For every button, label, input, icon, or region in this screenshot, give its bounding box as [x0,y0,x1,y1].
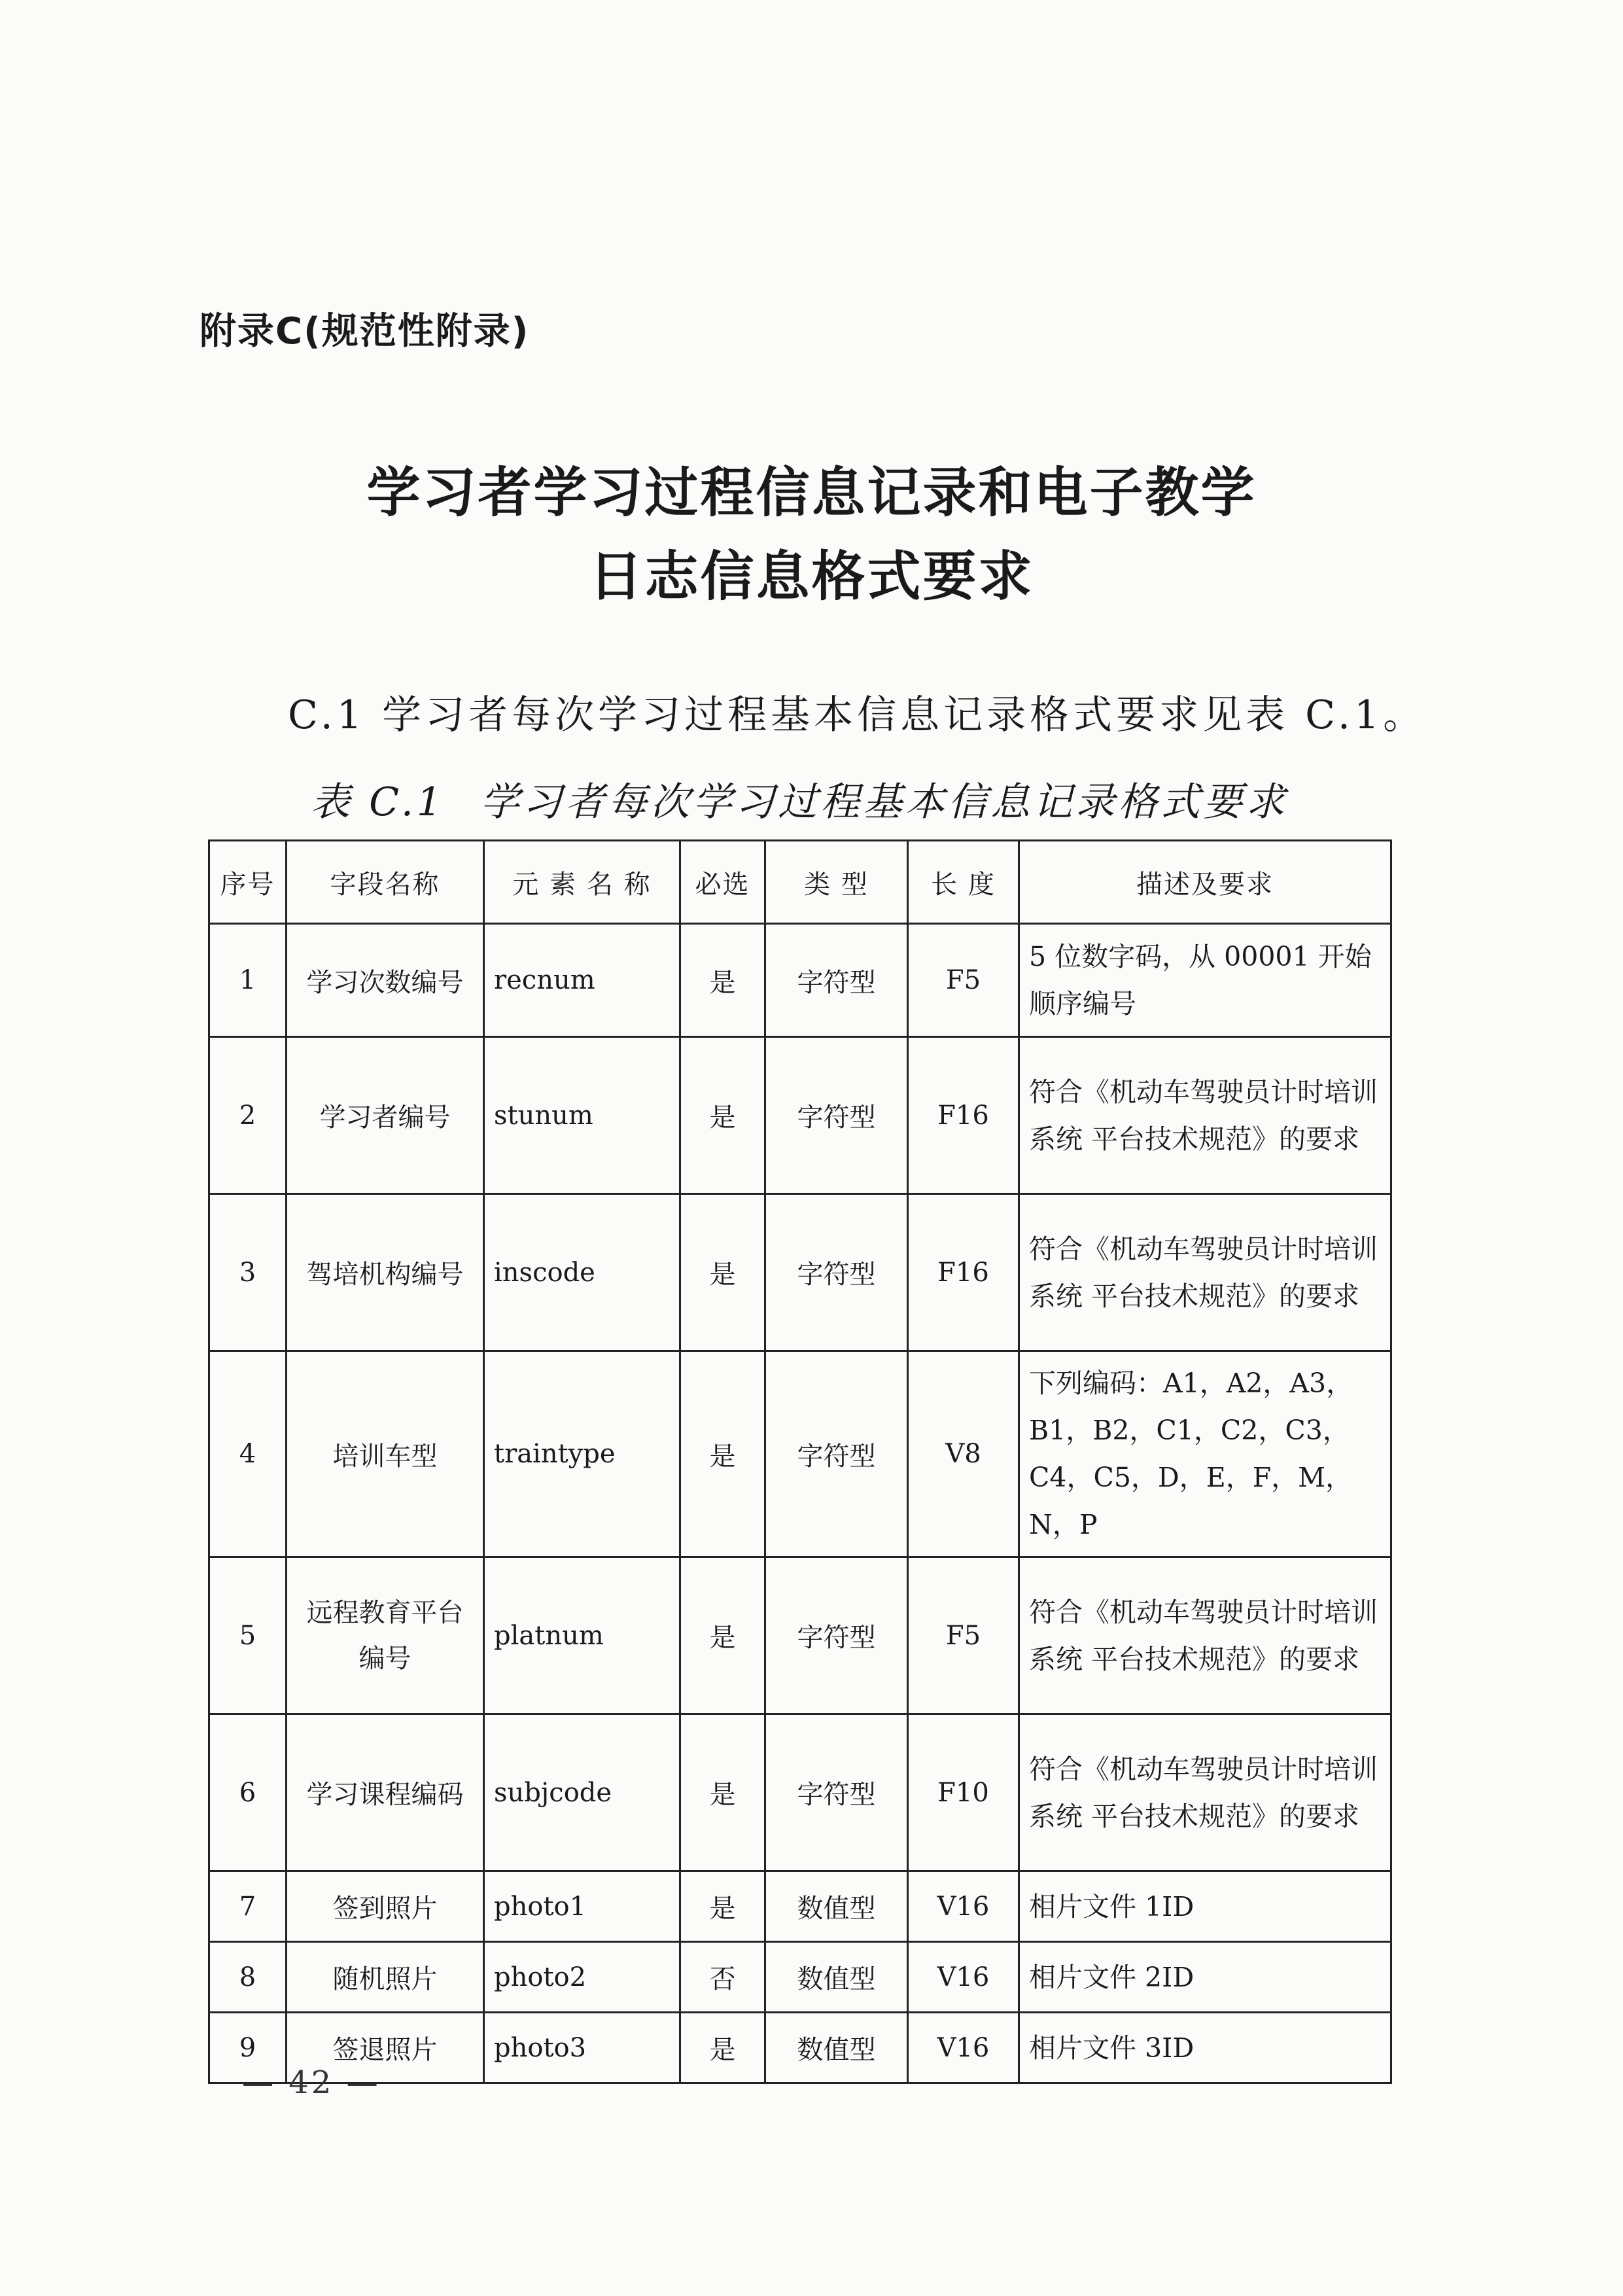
cell-length: V16 [908,2013,1019,2083]
cell-required: 是 [680,1194,765,1351]
cell-desc: 下列编码：A1，A2，A3，B1，B2，C1，C2，C3，C4，C5，D，E，F，M，N，P [1019,1351,1391,1557]
cell-no: 8 [209,1942,287,2013]
cell-length: V16 [908,1871,1019,1942]
cell-required: 是 [680,1557,765,1714]
cell-type: 数值型 [765,2013,908,2083]
cell-required: 是 [680,1714,765,1871]
cell-length: V8 [908,1351,1019,1557]
cell-field: 签退照片 [287,2013,484,2083]
table-header-row [209,841,1391,924]
cell-length: F16 [908,1194,1019,1351]
table-caption [311,771,1288,827]
table-row [209,1871,1391,1942]
cell-no: 6 [209,1714,287,1871]
cell-desc: 相片文件 2ID [1019,1942,1391,2013]
cell-field: 学习课程编码 [287,1714,484,1871]
cell-field: 学习次数编号 [287,924,484,1037]
cell-length: F5 [908,924,1019,1037]
page-title-line-2: 日志信息格式要求 [589,546,1034,608]
cell-field: 培训车型 [287,1351,484,1557]
cell-required: 是 [680,924,765,1037]
cell-required: 否 [680,1942,765,2013]
cell-type: 字符型 [765,1351,908,1557]
cell-field: 学习者编号 [287,1037,484,1194]
cell-type: 数值型 [765,1871,908,1942]
cell-field: 随机照片 [287,1942,484,2013]
cell-type: 字符型 [765,924,908,1037]
cell-element: inscode [484,1194,680,1351]
page-title [0,451,1623,619]
cell-element: photo2 [484,1942,680,2013]
cell-required: 是 [680,1871,765,1942]
cell-no: 1 [209,924,287,1037]
cell-desc: 符合《机动车驾驶员计时培训系统 平台技术规范》的要求 [1019,1557,1391,1714]
page-number: — 42 — [242,2064,381,2101]
cell-no: 9 [209,2013,287,2083]
table-row [209,1714,1391,1871]
page-title-line-1: 学习者学习过程信息记录和电子教学 [366,462,1257,524]
table-row [209,1557,1391,1714]
cell-required: 是 [680,2013,765,2083]
cell-no: 2 [209,1037,287,1194]
header-cell: 字段名称 [287,841,484,924]
cell-element: stunum [484,1037,680,1194]
cell-field: 远程教育平台编号 [287,1557,484,1714]
cell-element: subjcode [484,1714,680,1871]
table-row [209,1351,1391,1557]
cell-no: 3 [209,1194,287,1351]
cell-type: 字符型 [765,1557,908,1714]
table-row [209,1194,1391,1351]
table-caption-text: 学习者每次学习过程基本信息记录格式要求 [480,779,1289,825]
header-cell: 必选 [680,841,765,924]
cell-no: 4 [209,1351,287,1557]
cell-no: 7 [209,1871,287,1942]
header-cell: 类 型 [765,841,908,924]
table-row [209,2013,1391,2083]
cell-desc: 5 位数字码，从 00001 开始顺序编号 [1019,924,1391,1037]
table-caption-number: 表 C.1 [311,779,445,825]
cell-required: 是 [680,1351,765,1557]
cell-type: 字符型 [765,1194,908,1351]
cell-desc: 符合《机动车驾驶员计时培训系统 平台技术规范》的要求 [1019,1194,1391,1351]
cell-field: 签到照片 [287,1871,484,1942]
cell-element: photo3 [484,2013,680,2083]
cell-length: V16 [908,1942,1019,2013]
header-cell: 描述及要求 [1019,841,1391,924]
intro-paragraph: C.1 学习者每次学习过程基本信息记录格式要求见表 C.1。 [288,692,1427,738]
cell-required: 是 [680,1037,765,1194]
cell-element: photo1 [484,1871,680,1942]
cell-desc: 相片文件 1ID [1019,1871,1391,1942]
table-row [209,924,1391,1037]
cell-desc: 相片文件 3ID [1019,2013,1391,2083]
header-cell: 元 素 名 称 [484,841,680,924]
table-row [209,1942,1391,2013]
header-cell: 序号 [209,841,287,924]
cell-no: 5 [209,1557,287,1714]
cell-desc: 符合《机动车驾驶员计时培训系统 平台技术规范》的要求 [1019,1714,1391,1871]
table-row [209,1037,1391,1194]
format-table [208,839,1392,2084]
cell-element: platnum [484,1557,680,1714]
cell-field: 驾培机构编号 [287,1194,484,1351]
cell-type: 字符型 [765,1714,908,1871]
cell-element: traintype [484,1351,680,1557]
cell-type: 数值型 [765,1942,908,2013]
cell-element: recnum [484,924,680,1037]
cell-length: F10 [908,1714,1019,1871]
cell-length: F16 [908,1037,1019,1194]
cell-desc: 符合《机动车驾驶员计时培训系统 平台技术规范》的要求 [1019,1037,1391,1194]
cell-length: F5 [908,1557,1019,1714]
header-cell: 长 度 [908,841,1019,924]
cell-type: 字符型 [765,1037,908,1194]
appendix-label: 附录C(规范性附录) [200,310,530,353]
